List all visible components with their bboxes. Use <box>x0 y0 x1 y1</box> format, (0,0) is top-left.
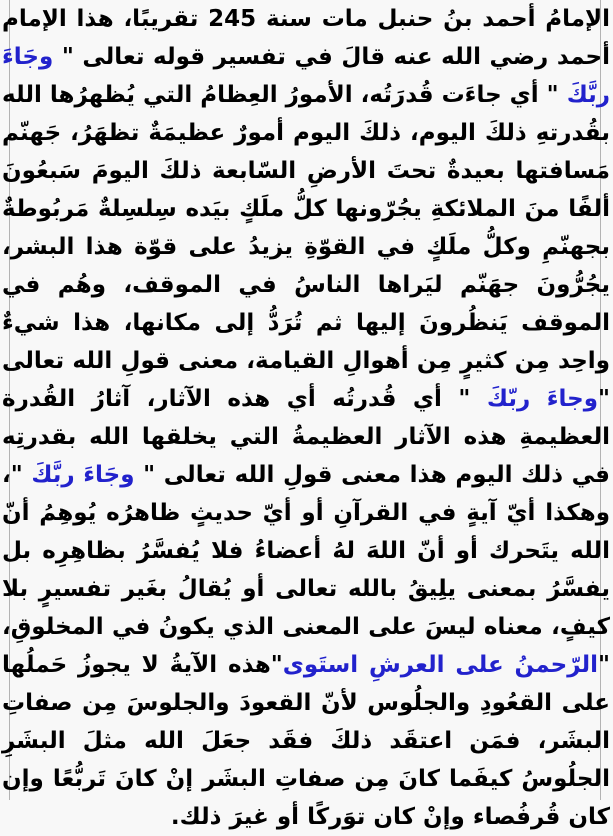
text-run: "هذه الآيةُ لا يجوزُ حَملُها على القعُودِ والجلُوس لأنّ القعودَ والجلوسَ مِن صفاتِ البشَر، فمَن اعتقَد ذلكَ فقَد جعَلَ الله مثلَ البشَرِ الجلُوسُ كيفَما كانَ مِن صفاتِ البشَر إنْ كانَ تَربُّعًا وإن كان قُرفُصاء وإنْ كان توَركًا أو غيرَ ذلك. <box>2 652 610 830</box>
text-run: " أي جاءَت قُدرَتُه، الأمورُ العِظامُ التي يُظهرُها الله بقُدرتهِ ذلكَ اليوم، ذلكَ اليوم أمورٌ عظيمَةٌ تظهَرُ، جَهنّم مَسافتها بعيدةٌ تحتَ الأرضِ السّابعة ذلكَ اليومَ سَبعُونَ ألفًا منَ الملائكةِ يجُرّونها كلُّ ملَكٍ بيَده سِلسِلةٌ مَربُوطةٌ بجهنّمِ وكلُّ ملَكٍ في القوّةِ يزيدُ على قوّة هذا البشر، يجُرُّونَ جهَنّم ليَراها الناسُ في الموقف، وهُم في الموقف يَنظُرونَ إليها ثم تُرَدُّ إلى مكانها، هذا شيءٌ واحِد مِن كثيرٍ مِن أهوالِ القيامة، معنى قولِ الله تعالى " <box>2 82 610 412</box>
quran-quote: وجاءَ ربّكَ <box>486 386 599 412</box>
quran-quote: الرّحمنُ على العرشِ استَوى <box>282 652 599 678</box>
quran-quote: وجَاءَ ربَّكَ <box>31 462 135 488</box>
quran-quote: وجَاءَ ربَّكَ <box>2 44 610 108</box>
article-text <box>2 0 610 836</box>
text-run: " أي قُدرتُه أي هذه الآثار، آثارُ القُدرة العظيمةِ هذه الآثار العظيمةُ التي يخلقها الله بقدرتِه في ذلك اليوم هذا معنى قولِ الله تعالى " <box>2 386 610 488</box>
text-run: الإمامُ أحمد بنُ حنبل مات سنة 245 تقريبًا، هذا الإمام أحمد رضي الله عنه قالَ في تفسير قوله تعالى " <box>2 6 610 70</box>
text-run: "، وهكذا أيّ آيةٍ في القرآنِ أو أيّ حديثٍ ظاهرُه يُوهِمُ أنّ الله يتَحرك أو أنّ اللهَ لهُ أعضاءُ فلا يُفسَّرُ بظاهِرِه بل يفسَّرُ بمعنى يلِيقُ بالله تعالى أو يُقالُ بغَير تفسيرٍ بلا كيفٍ، معناه ليسَ على المعنى الذي يكونُ في المخلوقِ، " <box>2 462 611 678</box>
